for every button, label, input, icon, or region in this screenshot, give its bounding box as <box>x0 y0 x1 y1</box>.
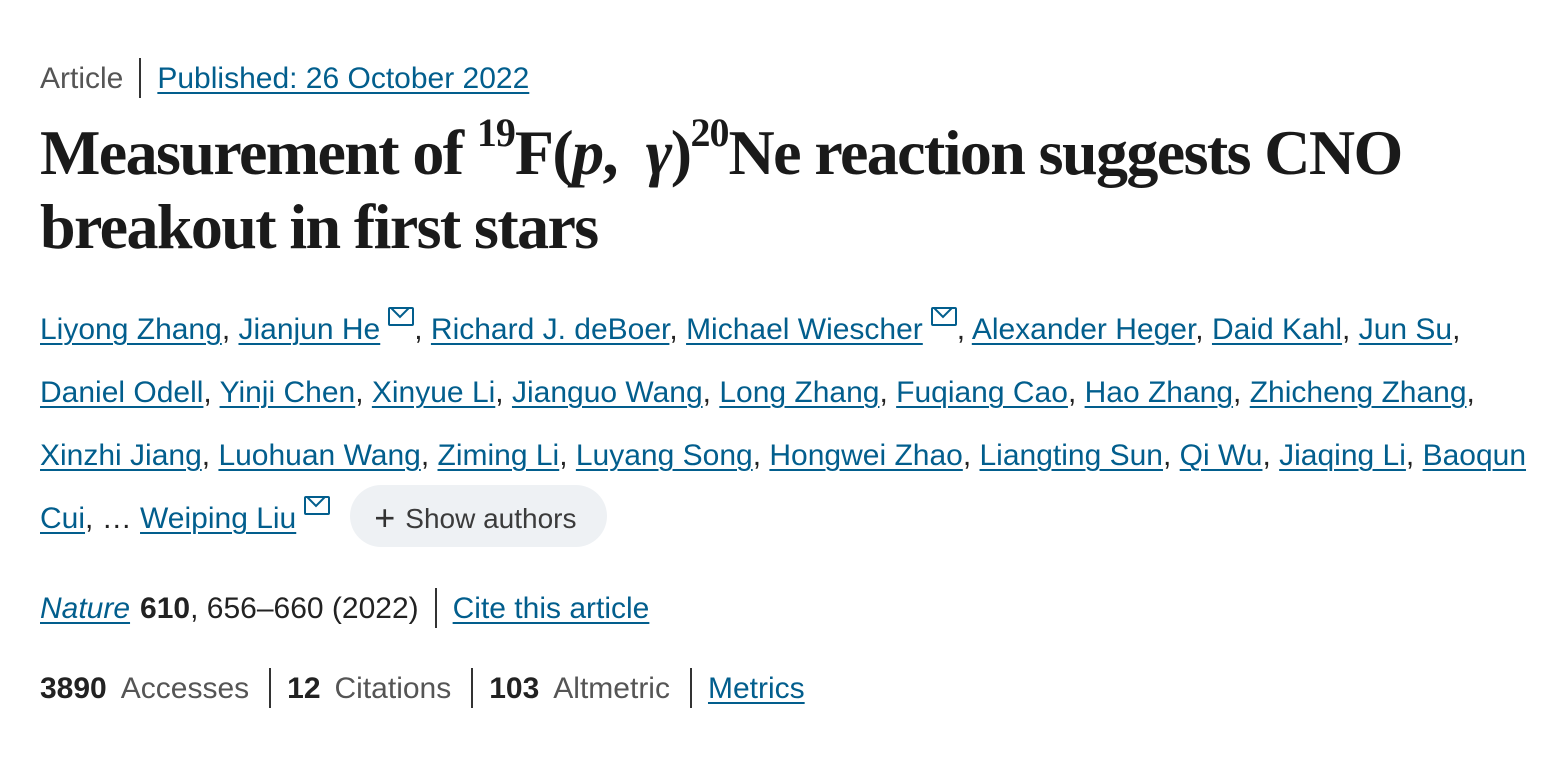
article-metrics <box>40 668 805 710</box>
author-link[interactable]: Jianguo Wang <box>511 376 703 409</box>
author-link[interactable]: Yinji Chen <box>219 376 356 409</box>
altmetric-label: Altmetric <box>553 672 670 705</box>
author-separator: , <box>1452 313 1461 346</box>
title-text: Measurement of <box>40 117 477 188</box>
title-text: Ne reaction suggests CNO breakout in first stars <box>40 117 1402 262</box>
citations-label: Citations <box>334 672 452 705</box>
author-separator: , <box>495 376 512 409</box>
author-separator: , <box>962 439 980 472</box>
author-separator: , <box>201 439 219 472</box>
author-link[interactable]: Michael Wiescher <box>686 313 923 346</box>
author-separator: , <box>669 313 687 346</box>
author-separator: , <box>752 439 770 472</box>
author-separator: , <box>1067 376 1085 409</box>
author-separator: , <box>1405 439 1423 472</box>
author-link[interactable]: Weiping Liu <box>140 502 297 535</box>
author-link[interactable]: Daid Kahl <box>1211 313 1343 346</box>
author-separator: , <box>414 313 431 346</box>
title-text: F( <box>514 117 573 188</box>
author-link[interactable]: Fuqiang Cao <box>896 376 1068 409</box>
title-superscript: 20 <box>690 110 729 155</box>
mail-icon[interactable] <box>931 307 957 326</box>
author-separator: , <box>420 439 438 472</box>
article-type: Article <box>40 62 124 95</box>
author-separator: , <box>879 376 897 409</box>
mail-icon[interactable] <box>388 307 414 326</box>
journal-link[interactable]: Nature <box>40 592 131 625</box>
show-authors-button[interactable] <box>350 485 606 547</box>
author-separator: , <box>355 376 372 409</box>
author-separator: , <box>221 313 239 346</box>
accesses-count: 3890 <box>40 672 107 705</box>
article-title <box>40 110 1530 264</box>
author-separator: , <box>1233 376 1250 409</box>
mail-icon[interactable] <box>304 496 330 515</box>
author-link[interactable]: Xinyue Li <box>371 376 496 409</box>
author-link[interactable]: Hongwei Zhao <box>769 439 963 472</box>
author-link[interactable]: Luohuan Wang <box>218 439 421 472</box>
cite-this-article-link[interactable]: Cite this article <box>452 592 650 625</box>
author-link[interactable]: Qi Wu <box>1179 439 1263 472</box>
show-authors-label: Show authors <box>405 503 577 535</box>
author-link[interactable]: Liyong Zhang <box>40 313 222 346</box>
author-link[interactable]: Hao Zhang <box>1084 376 1234 409</box>
author-link[interactable]: Luyang Song <box>575 439 753 472</box>
title-text: , <box>602 117 646 188</box>
authors-ellipsis: … <box>93 502 141 535</box>
author-link[interactable]: Jiaqing Li <box>1279 439 1406 472</box>
author-separator: , <box>559 439 576 472</box>
author-link[interactable]: Zhicheng Zhang <box>1249 376 1467 409</box>
pages-year: , 656–660 (2022) <box>190 592 419 625</box>
author-link[interactable]: Richard J. deBoer <box>430 313 670 346</box>
author-separator: , <box>1262 439 1280 472</box>
divider <box>435 588 437 628</box>
author-separator: , <box>956 313 972 346</box>
citations-count: 12 <box>287 672 321 705</box>
author-link[interactable]: Jianjun He <box>238 313 381 346</box>
volume: 610 <box>140 592 191 625</box>
author-link[interactable]: Ziming Li <box>437 439 560 472</box>
title-superscript: 19 <box>476 110 515 155</box>
title-italic: p <box>572 117 603 188</box>
altmetric-count: 103 <box>489 672 540 705</box>
author-link[interactable]: Baoqun Cui <box>40 439 1527 535</box>
author-separator: , <box>1342 313 1359 346</box>
author-separator: , <box>1195 313 1212 346</box>
author-link[interactable]: Xinzhi Jiang <box>40 439 202 472</box>
plus-icon: + <box>374 497 396 539</box>
author-link[interactable]: Alexander Heger <box>971 313 1196 346</box>
author-link[interactable]: Liangting Sun <box>979 439 1163 472</box>
author-link[interactable]: Daniel Odell <box>40 376 204 409</box>
author-list <box>40 298 1530 551</box>
author-separator: , <box>1466 376 1475 409</box>
citation-line <box>40 588 649 630</box>
divider <box>471 668 473 708</box>
article-meta <box>40 58 529 100</box>
divider <box>139 58 141 98</box>
author-separator: , <box>85 502 94 535</box>
published-date-link[interactable]: Published: 26 October 2022 <box>157 62 530 95</box>
author-separator: , <box>203 376 220 409</box>
title-text: ) <box>670 117 691 188</box>
divider <box>269 668 271 708</box>
accesses-label: Accesses <box>120 672 250 705</box>
author-separator: , <box>1163 439 1180 472</box>
divider <box>690 668 692 708</box>
author-separator: , <box>702 376 720 409</box>
author-link[interactable]: Jun Su <box>1358 313 1453 346</box>
title-italic: γ <box>645 117 671 188</box>
metrics-link[interactable]: Metrics <box>707 672 805 705</box>
author-link[interactable]: Long Zhang <box>719 376 880 409</box>
